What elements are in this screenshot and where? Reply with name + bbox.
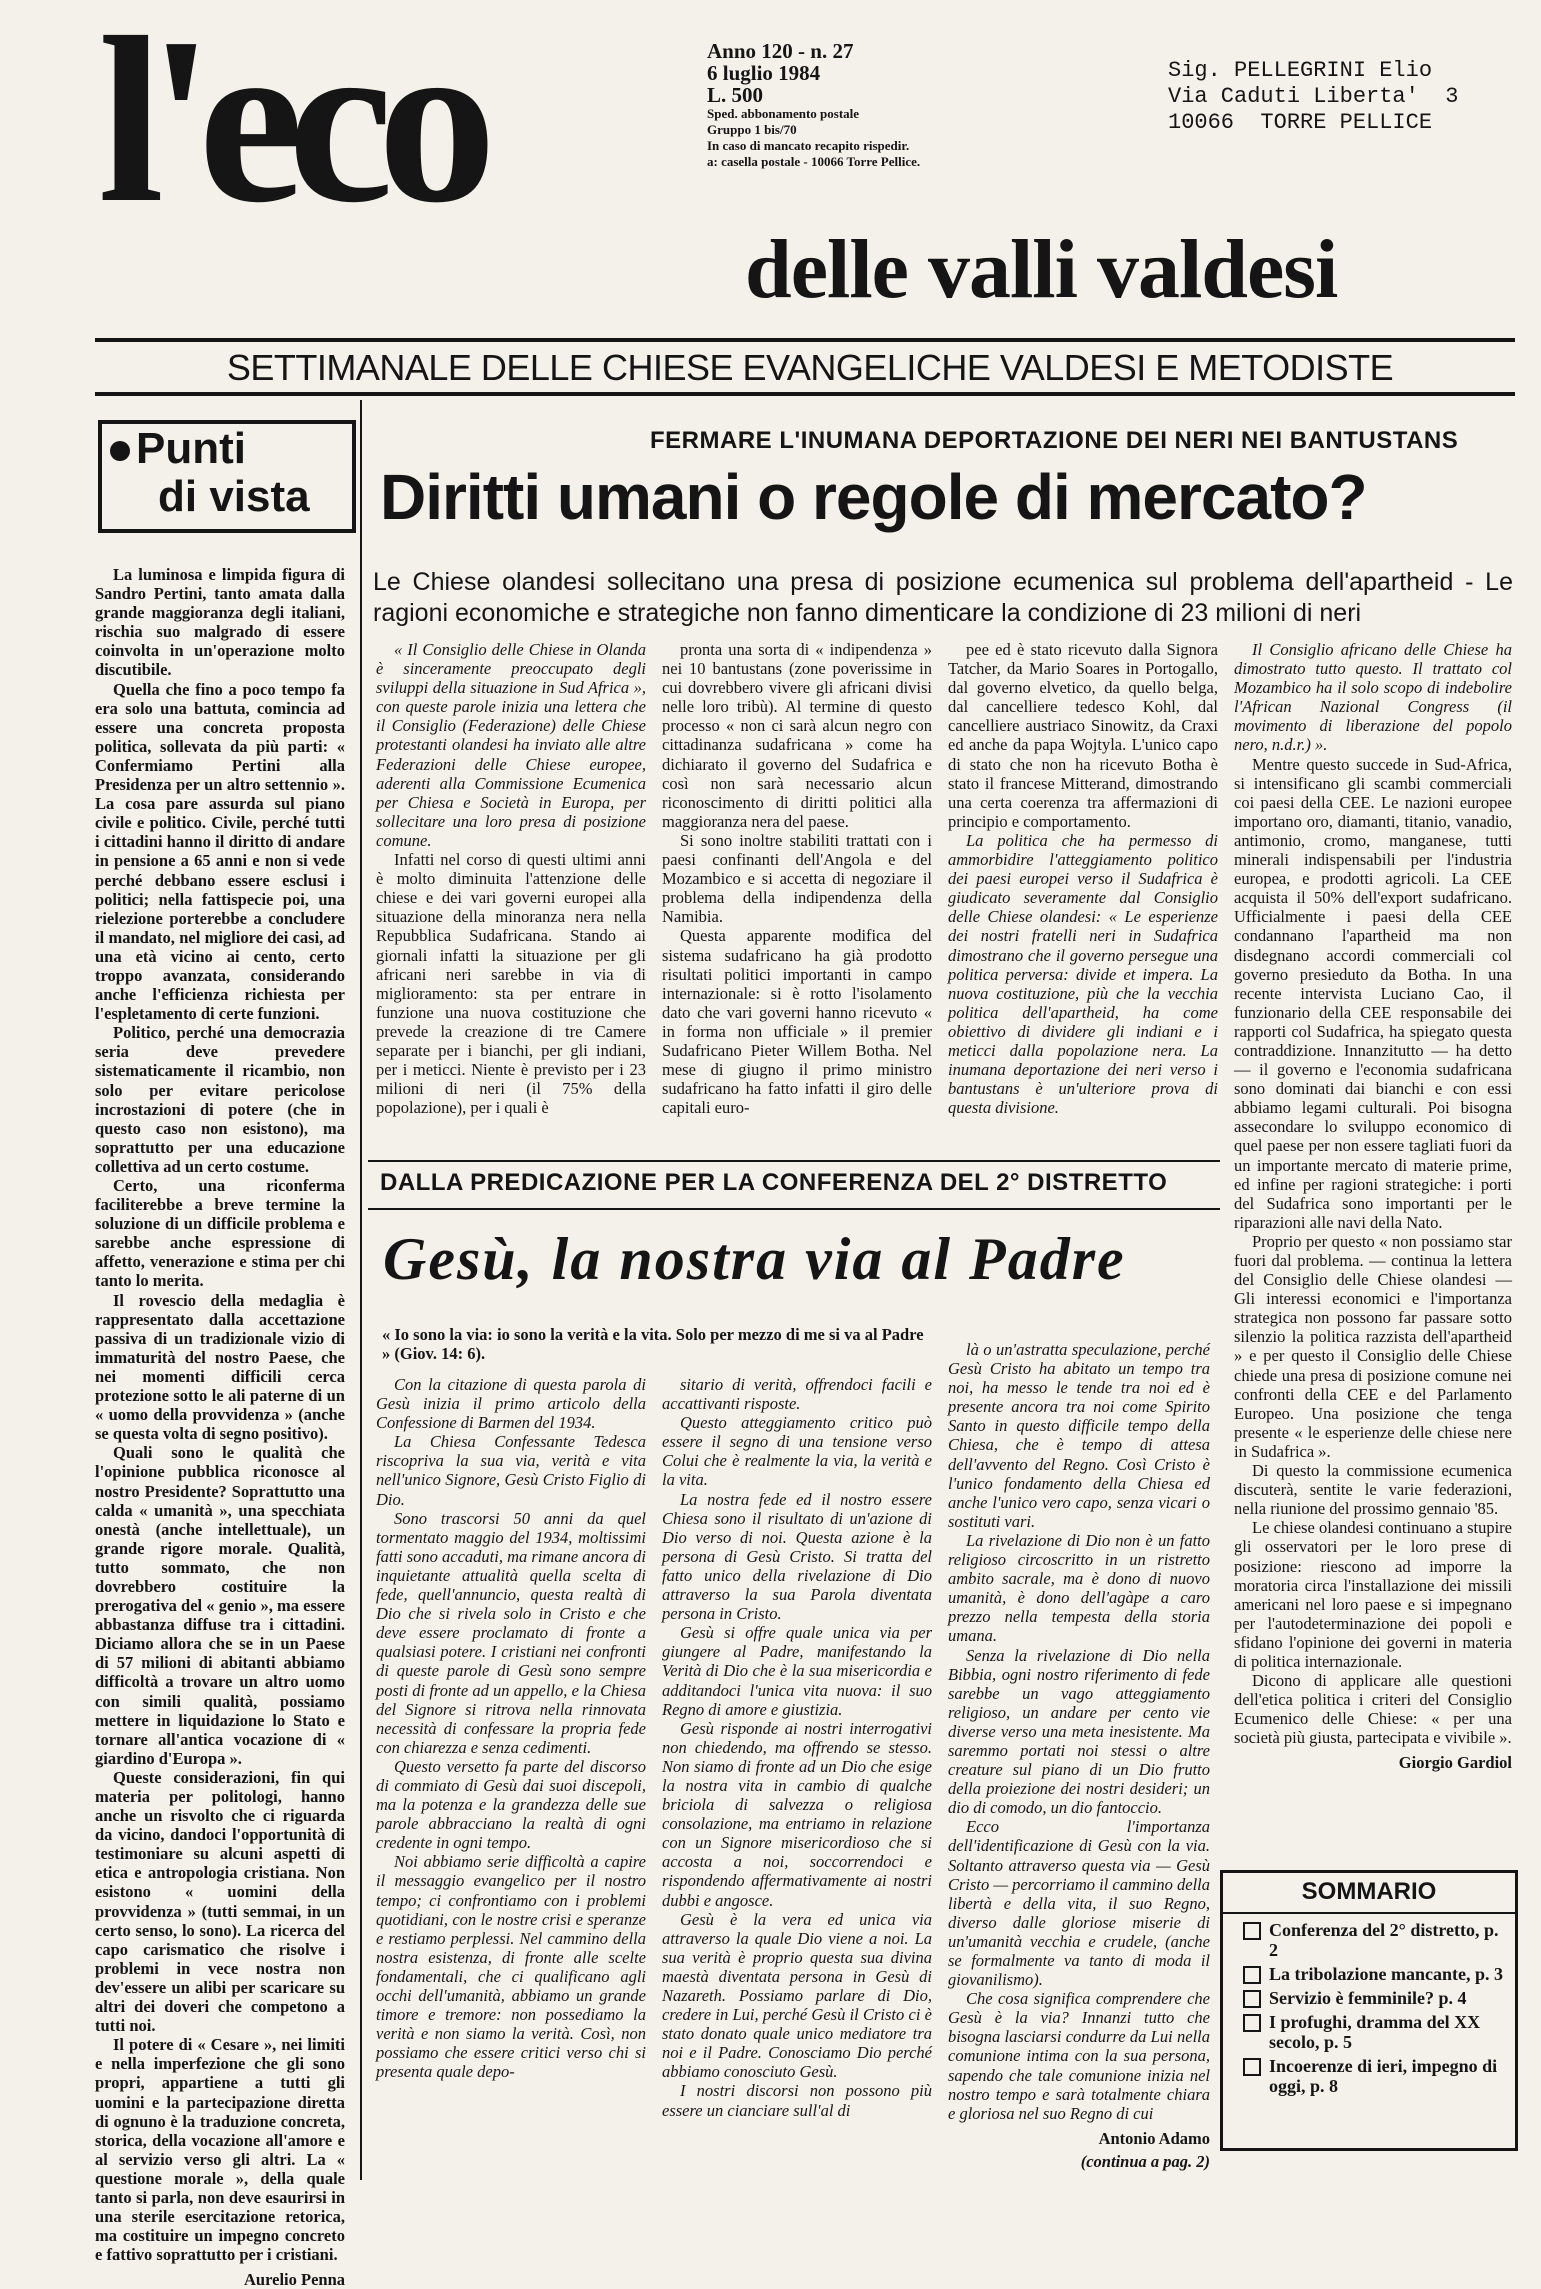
sommario-list — [1243, 1920, 1505, 2100]
article1-paragraph: « Il Consiglio delle Chiese in Olanda è sinceramente preoccupato degli sviluppi della situazione in Sud Africa », con queste parole inizia una lettera che il Consiglio (Federazione) delle Chiese protestanti olandesi ha inviato alle altre Federazioni delle Chiese europee, aderenti alla Commissione Ecumenica per Chiesa e Società in Europa, per sollecitare una loro presa di posizione comune. — [376, 640, 646, 850]
article1-paragraph: La politica che ha permesso di ammorbidire l'atteggiamento politico dei paesi europei verso il Sudafrica è giudicato severamente dal Consiglio delle Chiese olandesi: « Le esperienze dei nostri fratelli neri in Sudafrica dimostrano che il governo persegue una politica perversa: divide et impera. La nuova costituzione, più che la vecchia politica dell'apartheid, ha come obiettivo di dividere gli indiani e i meticci dalla popolazione nera. La inumana deportazione dei neri verso i bantustans è un'ulteriore prova di questa divisione. — [948, 830, 1218, 1118]
sommario-title: SOMMARIO — [1301, 1878, 1437, 1905]
punti-paragraph: Quali sono le qualità che l'opinione pubblica riconosce al nostro Presidente? Soprattutto una calda « umanità », una specchiata onestà (anche intellettuale), un grande rigore morale. Qualità, tutto sommato, che non dovrebbero costituire la prerogativa del « genio », ma essere abbastanza diffuse tra i cittadini. Diciamo allora che se in un Paese di 57 milioni di abitanti abbiamo difficoltà a trovare un altro uomo con simili qualità, possiamo mettere in liquidazione lo Stato e tornare all'antica vocazione di « giardino d'Europa ». — [95, 1443, 345, 1768]
punti-column — [95, 565, 345, 2289]
article2-kicker: DALLA PREDICAZIONE PER LA CONFERENZA DEL 2° DISTRETTO — [380, 1169, 1168, 1196]
masthead-tagline: SETTIMANALE DELLE CHIESE EVANGELICHE VALDESI E METODISTE — [226, 347, 1394, 388]
checkbox-icon — [1243, 1922, 1261, 1940]
article2-paragraph: Noi abbiamo serie difficoltà a capire il messaggio evangelico per il nostro tempo; ci confrontiamo con i problemi quotidiani, con le nostre crisi e speranze e restiamo perplessi. Nel cammino della nostra esistenza, di fronte alle scelte fondamentali, che ci qualificano agli occhi dell'umanità, abbiamo un grande timore e tremore: non possediamo la verità e non siamo la verità. Così, non possiamo che essere critici verso chi si presenta quale depo- — [376, 1852, 646, 2082]
article1-column-1 — [376, 640, 646, 1117]
article2-epigraph: « Io sono la via: io sono la verità e la vita. Solo per mezzo di me si va al Padre » (Giov. 14: 6). — [382, 1325, 924, 1363]
article2-column-1 — [376, 1375, 646, 2081]
publication-info — [707, 40, 920, 170]
article2-paragraph: Senza la rivelazione di Dio nella Bibbia, ogni nostro riferimento di fede sarebbe un vago atteggiamento religioso, un andare per cento vie diverse verso una meta inesistente. Ma saremmo portati noi stessi o altre creature sul piano di un Dio frutto della proiezione dei nostri desideri; un dio di comodo, un dio fantoccio. — [948, 1645, 1210, 1818]
article1-headline: Diritti umani o regole di mercato? — [380, 461, 1367, 533]
article2-signature: Antonio Adamo — [1098, 2128, 1210, 2148]
article1-paragraph: Le chiese olandesi continuano a stupire gli osservatori per le loro prese di posizione: riescono ad imporre la moratoria circa l'installazione dei missili americani nel loro paese e si impegnano per l'autodeterminazione dei popoli e sfidano l'opinione dei governi in materia di politica internazionale. — [1234, 1518, 1512, 1671]
article1-paragraph: Di questo la commissione ecumenica discuterà, sentite le varie federazioni, nella riunione del prossimo gennaio '85. — [1234, 1461, 1512, 1519]
article2-paragraph: Questo atteggiamento critico può essere il segno di una tensione verso Colui che è realmente la via, la verità e la vita. — [662, 1413, 932, 1490]
article2-column-2 — [662, 1375, 932, 2120]
article2-paragraph: La nostra fede ed il nostro essere Chiesa sono il risultato di un'azione di Dio verso di noi. Questa azione è la persona di Gesù Cristo. Si tratta del fatto unico della rivelazione di Dio attraverso la sua Parola diventata persona in Cristo. — [662, 1489, 932, 1624]
article1-kicker: FERMARE L'INUMANA DEPORTAZIONE DEI NERI NEI BANTUSTANS — [650, 427, 1459, 454]
punti-paragraph: Quella che fino a poco tempo fa era solo una battuta, comincia ad essere una concreta proposta politica, sollevata da più parti: « Confermiamo Pertini alla Presidenza per un altro settennio ». La cosa pare assurda sul piano civile e politico. Civile, perché tutti i cittadini hanno il diritto di andare in pensione a 65 anni e non si vede perché debbano essere esclusi i politici; nella fattispecie poi, una rielezione porterebbe a concludere il mandato, nel migliore dei casi, ad una età vicino ai cento, certo troppo avanzata, considerando anche l'efficienza richiesta per l'espletamento di certe funzioni. — [95, 679, 345, 1024]
article1-paragraph: Proprio per questo « non possiamo star fuori dal problema. — continua la lettera del Consiglio delle Chiese olandesi — Gli interessi economici e l'importanza strategica non possono far passare sotto silenzio la politica razzista dell'apartheid » e per questo il Consiglio delle Chiese chiede una presa di posizione comune nei confronti della CEE e del Parlamento Europeo. Una posizione che tenga presente « le esperienze delle chiese nere in Sudafrica ». — [1234, 1231, 1512, 1461]
article1-column-4 — [1234, 640, 1512, 1773]
punti-label — [110, 426, 246, 472]
sommario-item-label: I profughi, dramma del XX secolo, p. 5 — [1269, 2012, 1481, 2052]
article1-paragraph: Il Consiglio africano delle Chiese ha dimostrato tutto questo. Il trattato col Mozambico ha il solo scopo di indebolire l'African Nazional Congress (il movimento di liberazione del popolo nero, n.d.r.) ». — [1234, 640, 1512, 755]
address-line-2: Via Caduti Liberta' 3 — [1168, 84, 1459, 109]
issue-date: 6 luglio 1984 — [707, 61, 821, 85]
punti-paragraph: La luminosa e limpida figura di Sandro Pertini, tanto amata dalla grande maggioranza degli italiani, rischia suo malgrado di essere coinvolta in un'operazione molto discutibile. — [95, 565, 345, 680]
sommario-item[interactable] — [1243, 1920, 1505, 1960]
article2-continued: (continua a pag. 2) — [1080, 2151, 1210, 2171]
article1-column-2 — [662, 640, 932, 1117]
article2-paragraph: I nostri discorsi non possono più essere un cianciare sull'al di — [662, 2081, 932, 2120]
article2-column-3 — [948, 1340, 1210, 2171]
checkbox-icon — [1243, 1990, 1261, 2008]
punti-paragraph: Il rovescio della medaglia è rappresentato dalla accettazione passiva di un tradizionale vizio di immaturità del nostro Paese, che nei momenti difficili cerca protezione sotto le ali paterne di un « uomo della provvidenza » (anche se questa volta di segno positivo). — [95, 1290, 345, 1444]
article2-paragraph: Con la citazione di questa parola di Gesù inizia il primo articolo della Confessione di Barmen del 1934. — [376, 1375, 646, 1433]
checkbox-icon — [1243, 2014, 1261, 2032]
article1-paragraph: Si sono inoltre stabiliti trattati con i paesi confinanti dell'Angola e del Mozambico e si accetta di negoziare il problema della indipendenza della Namibia. — [662, 830, 932, 927]
article1-signature: Giorgio Gardiol — [1398, 1753, 1512, 1773]
sommario-item[interactable] — [1243, 1964, 1505, 1984]
sommario-item[interactable] — [1243, 2056, 1505, 2096]
article1-paragraph: Infatti nel corso di questi ultimi anni è molto diminuita l'attenzione delle chiese e dei vari governi europei alla situazione della minoranza nera nella Repubblica Sudafricana. Stando ai giornali infatti la situazione per gli africani neri sarebbe in via di miglioramento: sta per entrare in funzione una nuova costituzione che prevede la creazione di tre Camere separate per i bianchi, per gli indiani, per i meticci. Niente è previsto per i 23 milioni di neri (il 75% della popolazione), per i quali è — [376, 850, 646, 1118]
article1-paragraph: Dicono di applicare alle questioni dell'etica politica i criteri del Consiglio Ecumenico delle Chiese: « per una società più giusta, partecipata e vivibile ». — [1234, 1671, 1512, 1748]
newspaper-subtitle: delle valli valdesi — [745, 223, 1338, 316]
article2-headline: Gesù, la nostra via al Padre — [383, 1226, 1126, 1292]
article1-paragraph: pee ed è stato ricevuto dalla Signora Tatcher, da Mario Soares in Portogallo, dal governo elvetico, da quello belga, dal cancelliere tedesco Kohl, dal cancelliere austriaco Sinowitz, da Craxi ed anche da papa Wojtyla. L'unico capo di stato che non ha ricevuto Botha è stato il francese Mitterand, dimostrando una certa coerenza tra affermazioni di principio e comportamento. — [948, 640, 1218, 831]
article1-paragraph: pronta una sorta di « indipendenza » nei 10 bantustans (zone poverissime in cui dovrebbero vivere gli africani divisi nelle loro tribù). Al termine di questo processo « non ci sarà alcun negro con cittadinanza sudafricana » come ha dichiarato il governo del Sudafrica e così non sarà necessario alcun riconoscimento di diritti politici alla maggioranza nera del paese. — [662, 640, 932, 831]
article1-paragraph: Mentre questo succede in Sud-Africa, si intensificano gli scambi commerciali coi paesi della CEE. Le nazioni europee importano oro, diamanti, titanio, vanadio, antimonio, cromo, manganese, tutti minerali indispensabili per l'industria europea, e prodotti agricoli. La CEE acquista il 50% dell'export sudafricano. Ufficialmente i paesi della CEE condannano l'apartheid ma non disdegnano accordi commerciali col governo presieduto da Botha. In una recente intervista Luciano Cao, il funzionario della CEE responsabile dei rapporti col Sudafrica, ha spiegato questa contraddizione. Innanzitutto — ha detto — il governo e l'economia sudafricana sono dominati dai bianchi e con essi abbiamo legami culturali. Poi bisogna assecondare lo sviluppo economico di quel paese per non essere tagliati fuori da un importante mercato di materie prime, ed infine per ragioni strategiche: i porti del Sudafrica sono importanti per le riparazioni alle navi della Nato. — [1234, 754, 1512, 1232]
sommario-item[interactable] — [1243, 2012, 1505, 2052]
sommario-title-rule — [1223, 1912, 1515, 1914]
article2-paragraph: Questo versetto fa parte del discorso di commiato di Gesù dai suoi discepoli, ma la potenza e la grandezza delle sue parole abbracciano la realtà di ogni credente in ogni tempo. — [376, 1756, 646, 1853]
postal-line-3: In caso di mancato recapito rispedir. — [707, 138, 910, 153]
sommario-item-label: Conferenza del 2° distretto, p. 2 — [1269, 1920, 1499, 1960]
postal-line-2: Gruppo 1 bis/70 — [707, 122, 797, 137]
article2-paragraph: Che cosa significa comprendere che Gesù è la via? Innanzi tutto che bisogna lasciarsi condurre da Lui nella comunione intima con la sua persona, sapendo che tale comunione inizia nel nostro tempo e sarà totalmente chiara e gloriosa nel suo Regno di cui — [948, 1989, 1210, 2123]
article2-paragraph: Sono trascorsi 50 anni da quel tormentato maggio del 1934, moltissimi fatti sono accaduti, ma rimane ancora di inquietante attualità quella scelta di fede, quell'annuncio, questa realtà di Dio che si rivela solo in Cristo e che deve essere proclamato di fronte a qualsiasi potere. I cristiani nei confronti di queste parole di Gesù sono sempre posti di fronte ad un appello, e la Chiesa del Signore si ritrova nella rinnovata necessità di confessare la propria fede con chiarezza e senza cedimenti. — [376, 1508, 646, 1757]
sommario-item-label: Incoerenze di ieri, impegno di oggi, p. 8 — [1269, 2056, 1498, 2096]
sommario-item[interactable] — [1243, 1988, 1505, 2008]
punti-paragraph: Il potere di « Cesare », nei limiti e nella imperfezione che gli sono propri, appartiene a tutti gli uomini e la partecipazione diretta di ognuno è la traduzione concreta, storica, della vocazione all'amore e al servizio verso gli altri. La « questione morale », della quale tanto si parla, non deve esaurirsi in una sterile esercitazione retorica, ma costituire un impegno concreto e fattivo soprattutto per i cristiani. — [95, 2035, 345, 2265]
punti-label-text: Punti — [136, 424, 246, 473]
article1-deck: Le Chiese olandesi sollecitano una presa di posizione ecumenica sul problema dell'apartheid - Le ragioni economiche e strategiche non fanno dimenticare la condizione di 23 milioni di neri — [373, 568, 1513, 627]
bullet-icon — [110, 441, 130, 461]
sommario-item-label: La tribolazione mancante, p. 3 — [1269, 1964, 1503, 1984]
article2-kicker-rule — [368, 1208, 1220, 1210]
checkbox-icon — [1243, 2058, 1261, 2076]
article2-paragraph: Ecco l'importanza dell'identificazione di Gesù con la via. Soltanto attraverso questa via — Gesù Cristo — percorriamo il cammino della libertà e della vita, il suo Regno, diverso dalle gloriose miserie di un'umanità vecchia e crudele, (anche se formalmente va tanto di moda il giovanilismo). — [948, 1817, 1211, 1990]
punti-paragraph: Queste considerazioni, fin qui materia per politologi, hanno anche un risvolto che ci riguarda da vicino, dandoci l'opportunità di testimoniare su alcuni aspetti di etica e antropologia cristiana. Non esistono « uomini della provvidenza » (tutti semmai, in un certo senso, lo sono). La ricerca del capo carismatico che risolve i problemi in vece nostra non dev'essere un alibi per scaricare su altri dei doveri che competono a tutti noi. — [95, 1767, 345, 2036]
article2-paragraph: Gesù risponde ai nostri interrogativi non chiedendo, ma offrendo se stesso. Non siamo di fronte ad un Dio che esige la nostra vita in cambio di qualche briciola di salvezza o religiosa consolazione, ma entriamo in relazione con un Signore misericordioso che si accosta a noi, soccorrendoci e rispondendo affermativamente ai nostri dubbi e angosce. — [662, 1718, 932, 1910]
sommario-item-label: Servizio è femminile? p. 4 — [1269, 1988, 1467, 2008]
article1-column-3 — [948, 640, 1218, 1117]
punti-paragraph: Politico, perché una democrazia seria deve prevedere sistematicamente il ricambio, non solo per evitare pericolose incrostazioni di potere (che in questo caso non esistono), ma soprattutto per una educazione collettiva ad un certo costume. — [95, 1023, 345, 1176]
address-line-3: 10066 TORRE PELLICE — [1168, 110, 1433, 135]
article2-paragraph: là o un'astratta speculazione, perché Gesù Cristo ha abitato un tempo tra noi, ha messo le tende tra noi ed è presente ancora tra noi come Spirito Santo in questo difficile tempo della Chiesa, che è tempo di attesa dell'avvento del Regno. Così Cristo è l'unico fondamento della Chiesa ed anche l'unico vero capo, senza vicari o sostituti vari. — [948, 1340, 1210, 1531]
postal-line-4: a: casella postale - 10066 Torre Pellice. — [707, 154, 921, 169]
address-line-1: Sig. PELLEGRINI Elio — [1168, 58, 1433, 83]
column-divider — [360, 400, 362, 2180]
di-vista-label: di vista — [158, 472, 310, 521]
article2-paragraph: Gesù si offre quale unica via per giungere al Padre, manifestando la Verità di Dio che è la sua misericordia e additandoci l'unica vita nuova: il suo Regno di amore e giustizia. — [662, 1623, 932, 1719]
postal-line-1: Sped. abbonamento postale — [707, 106, 860, 121]
article2-paragraph: La Chiesa Confessante Tedesca riscopriva la sua via, verità e vita nell'unico Signore, Gesù Cristo Figlio di Dio. — [376, 1432, 646, 1509]
subscriber-address — [1168, 58, 1458, 136]
article2-paragraph: La rivelazione di Dio non è un fatto religioso circoscritto in un ristretto ambito sacrale, ma è dono di nuovo umanità, è dono dell'agàpe a caro prezzo nella tempesta della storia umana. — [948, 1530, 1210, 1646]
article2-top-rule — [368, 1160, 1220, 1162]
issue-number: Anno 120 - n. 27 — [707, 39, 854, 63]
article2-paragraph: sitario di verità, offrendoci facili e accattivanti risposte. — [662, 1375, 932, 1414]
newspaper-logo: l'eco — [98, 0, 481, 252]
article2-paragraph: Gesù è la vera ed unica via attraverso la quale Dio viene a noi. La sua verità è proprio questa sua divina maestà diventata persona in Gesù di Nazareth. Possiamo parlare di Dio, credere in Lui, perché Gesù il Cristo ci è stato donato quale unico mediatore tra noi e il Padre. Conosciamo Dio perché abbiamo conosciuto Gesù. — [662, 1909, 932, 2082]
masthead-top-rule — [95, 338, 1515, 342]
checkbox-icon — [1243, 1966, 1261, 1984]
issue-price: L. 500 — [707, 83, 764, 107]
masthead-bottom-rule — [95, 392, 1515, 396]
punti-paragraph: Certo, una riconferma faciliterebbe a breve termine la soluzione di un difficile problema e sarebbe anche espressione di affetto, venerazione e stima per chi tanto lo merita. — [95, 1176, 345, 1291]
punti-signature: Aurelio Penna — [244, 2270, 345, 2289]
article1-paragraph: Questa apparente modifica del sistema sudafricano ha già prodotto risultati politici importanti in campo internazionale: si è rotto l'isolamento dato che vari governi hanno ricevuto « in forma non ufficiale » il premier Sudafricano Pieter Willem Botha. Nel mese di giugno il primo ministro sudafricano ha fatto infatti il giro delle capitali euro- — [662, 926, 932, 1118]
